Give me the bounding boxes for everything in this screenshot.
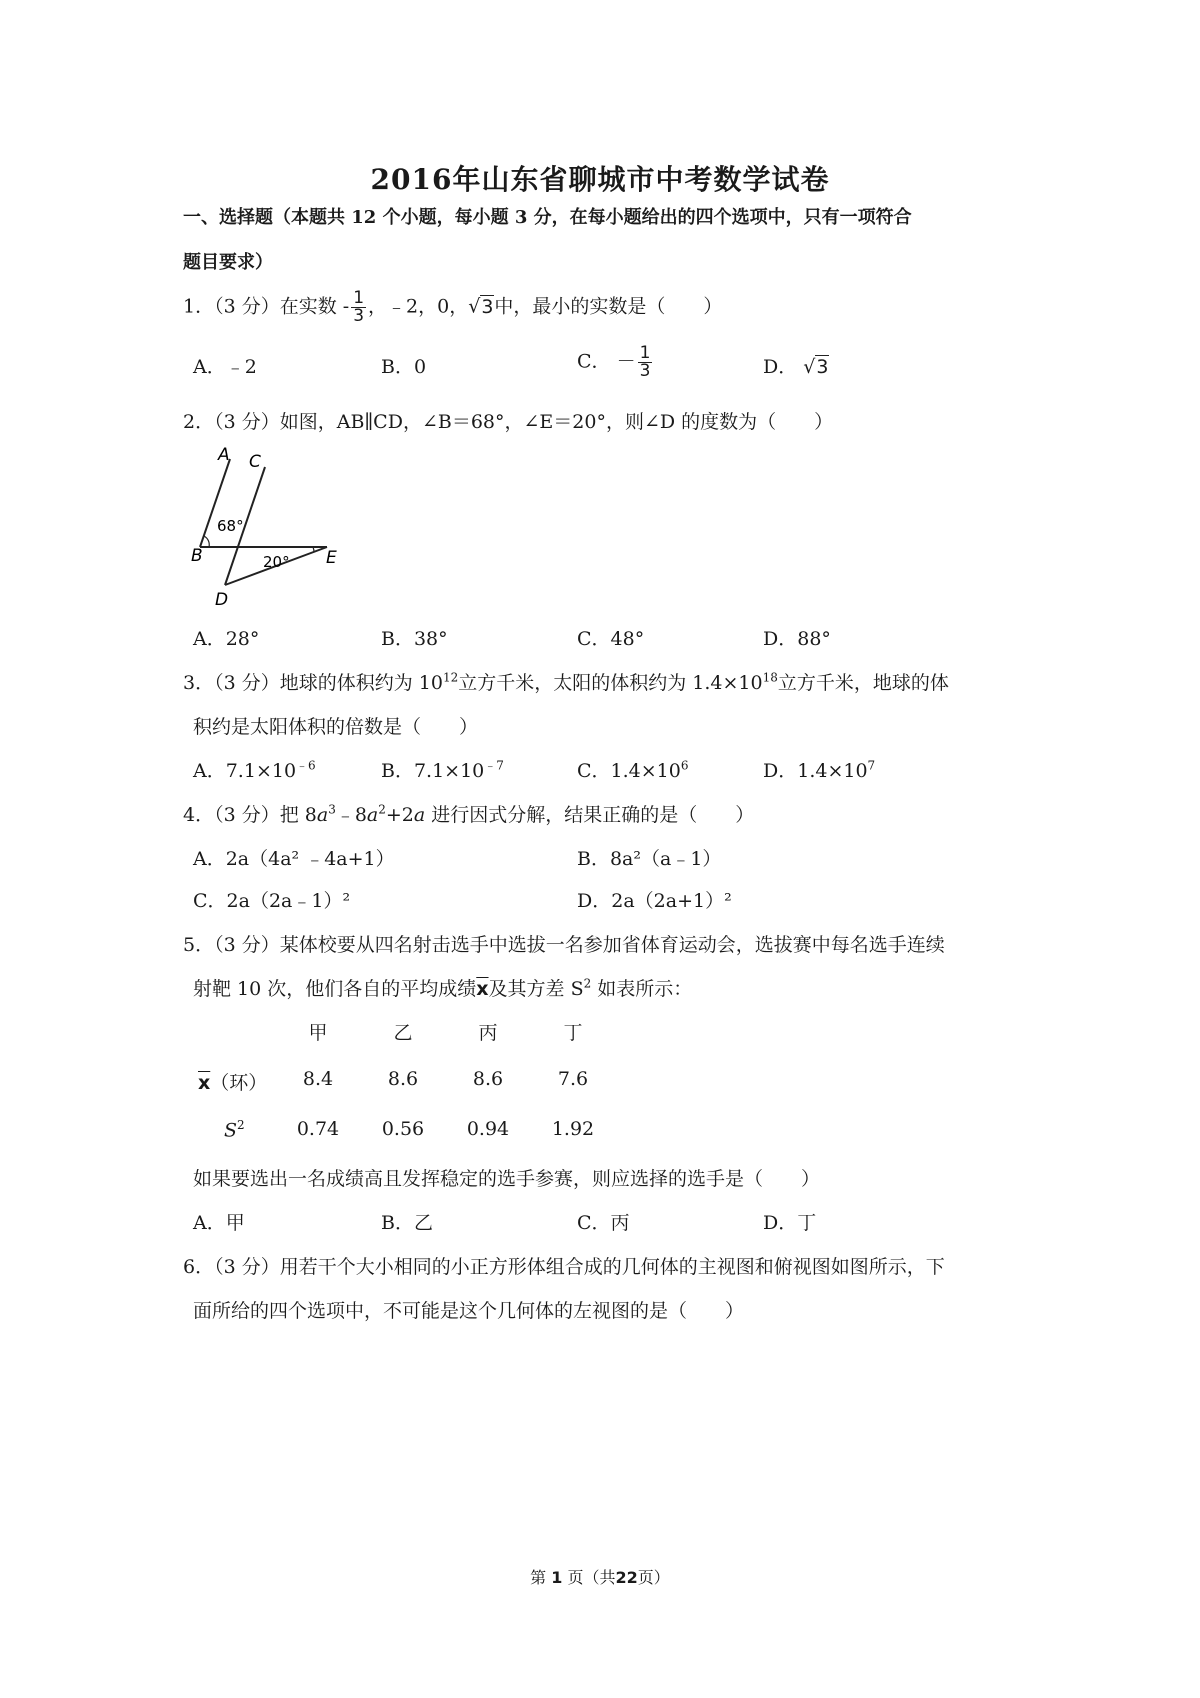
label-a: A	[218, 445, 230, 465]
q2-option-a: A．28°	[193, 628, 260, 650]
q1-option-b: B．0	[381, 356, 427, 378]
geometry-figure	[185, 445, 345, 610]
section-heading-line1: 一、选择题（本题共 12 个小题，每小题 3 分，在每小题给出的四个选项中，只有一项符合	[183, 207, 912, 228]
q5-option-c: C．丙	[577, 1212, 630, 1234]
page-footer: 第 1 页（共22页）	[530, 1568, 670, 1587]
total-pages: 22	[615, 1568, 638, 1587]
q3-option-b: B．$7.1\times 10^{﹣7}$	[381, 758, 504, 782]
label-d: D	[215, 590, 229, 610]
label-c: C	[249, 452, 261, 472]
angle-b-arc	[204, 536, 209, 547]
question-3-line2: 积约是太阳体积的倍数是（ ）	[193, 716, 479, 738]
x-bar-symbol: $\overline{x}$	[476, 978, 489, 1000]
sqrt-three: √3	[468, 295, 494, 318]
row-label-mean: $\overline{x}$（环）	[198, 1072, 268, 1094]
table-cell: 0.56	[381, 1118, 425, 1140]
section-heading-line2: 题目要求）	[183, 252, 273, 273]
sqrt-three: √3	[803, 356, 829, 378]
q5-option-b: B．乙	[381, 1212, 433, 1234]
question-1-stem: （3 分）在实数	[214, 295, 337, 318]
question-6-line2: 面所给的四个选项中，不可能是这个几何体的左视图的是（ ）	[193, 1300, 745, 1322]
label-b: B	[191, 546, 203, 566]
table-cell: 1.92	[551, 1118, 595, 1140]
q2-option-b: B．38°	[381, 628, 448, 650]
question-6-line1: 6．（3 分）用若干个大小相同的小正方形体组合成的几何体的主视图和俯视图如图所示，下	[183, 1256, 945, 1278]
table-cell: 0.74	[296, 1118, 340, 1140]
question-5-line1: 5．（3 分）某体校要从四名射击选手中选拔一名参加省体育运动会，选拔赛中每名选手连续	[183, 934, 945, 956]
page-title: 2016年山东省聊城市中考数学试卷	[370, 163, 830, 196]
q4-option-a: A．2a（4a² ﹣4a+1）	[193, 848, 395, 870]
question-5-line2: 射靶 10 次，他们各自的平均成绩$\overline{x}$及其方差 $S^2$ 如表所示：	[193, 976, 693, 1000]
q4-option-d: D．2a（2a+1）²	[577, 890, 732, 912]
page-number: 1	[551, 1568, 563, 1587]
q3-option-a: A．$7.1\times 10^{﹣6}$	[193, 758, 316, 782]
q3-option-c: C．$1.4\times 10^6$	[577, 758, 689, 782]
question-3-line1: 3．（3 分）地球的体积约为 $10^{12}$立方千米，太阳的体积约为 $1.4\times 10^{18}$立方千米，地球的体	[183, 670, 949, 694]
row-label-variance: $S^2$	[224, 1118, 245, 1142]
question-1-number: 1．	[183, 295, 215, 318]
table-header: 丙	[478, 1022, 498, 1044]
fraction-one-third: $\frac{1}{3}$	[353, 288, 365, 326]
q5-option-d: D．丁	[763, 1212, 817, 1234]
angle-e-label: 20°	[263, 553, 290, 571]
q1-option-c: C． － $\frac{1}{3}$	[577, 343, 651, 381]
angle-b-label: 68°	[217, 517, 244, 535]
question-1: 1．（3 分）在实数 - $\frac{1}{3}$ ，﹣2，0，√3中，最小的实数是（ ）	[183, 288, 723, 326]
table-header: 甲	[308, 1022, 328, 1044]
question-2-stem: （3 分）如图，AB∥CD，∠B＝68°，∠E＝20°，则∠D 的度数为（ ）	[214, 411, 834, 433]
question-5-followup: 如果要选出一名成绩高且发挥稳定的选手参赛，则应选择的选手是（ ）	[193, 1168, 821, 1190]
table-cell: 0.94	[466, 1118, 510, 1140]
table-header: 丁	[563, 1022, 583, 1044]
table-cell: 8.6	[472, 1068, 504, 1090]
table-header: 乙	[393, 1022, 413, 1044]
q5-option-a: A．甲	[193, 1212, 245, 1234]
q3-option-d: D．$1.4\times 10^7$	[763, 758, 876, 782]
question-4: 4．（3 分）把 $8a^3﹣8a^2+2a$ 进行因式分解，结果正确的是（ ）	[183, 802, 755, 826]
table-cell: 7.6	[557, 1068, 589, 1090]
table-cell: 8.6	[387, 1068, 419, 1090]
table-cell: 8.4	[302, 1068, 334, 1090]
q2-option-c: C．48°	[577, 628, 645, 650]
label-e: E	[326, 548, 337, 568]
q4-option-b: B．8a²（a﹣1）	[577, 848, 722, 870]
q2-option-d: D．88°	[763, 628, 831, 650]
q1-option-a: A．﹣2	[193, 356, 257, 378]
question-2: 2．（3 分）如图，AB∥CD，∠B＝68°，∠E＝20°，则∠D 的度数为（ ）	[183, 411, 834, 433]
q4-option-c: C．2a（2a﹣1）²	[193, 890, 351, 912]
q1-option-d: D． √3	[763, 356, 829, 378]
